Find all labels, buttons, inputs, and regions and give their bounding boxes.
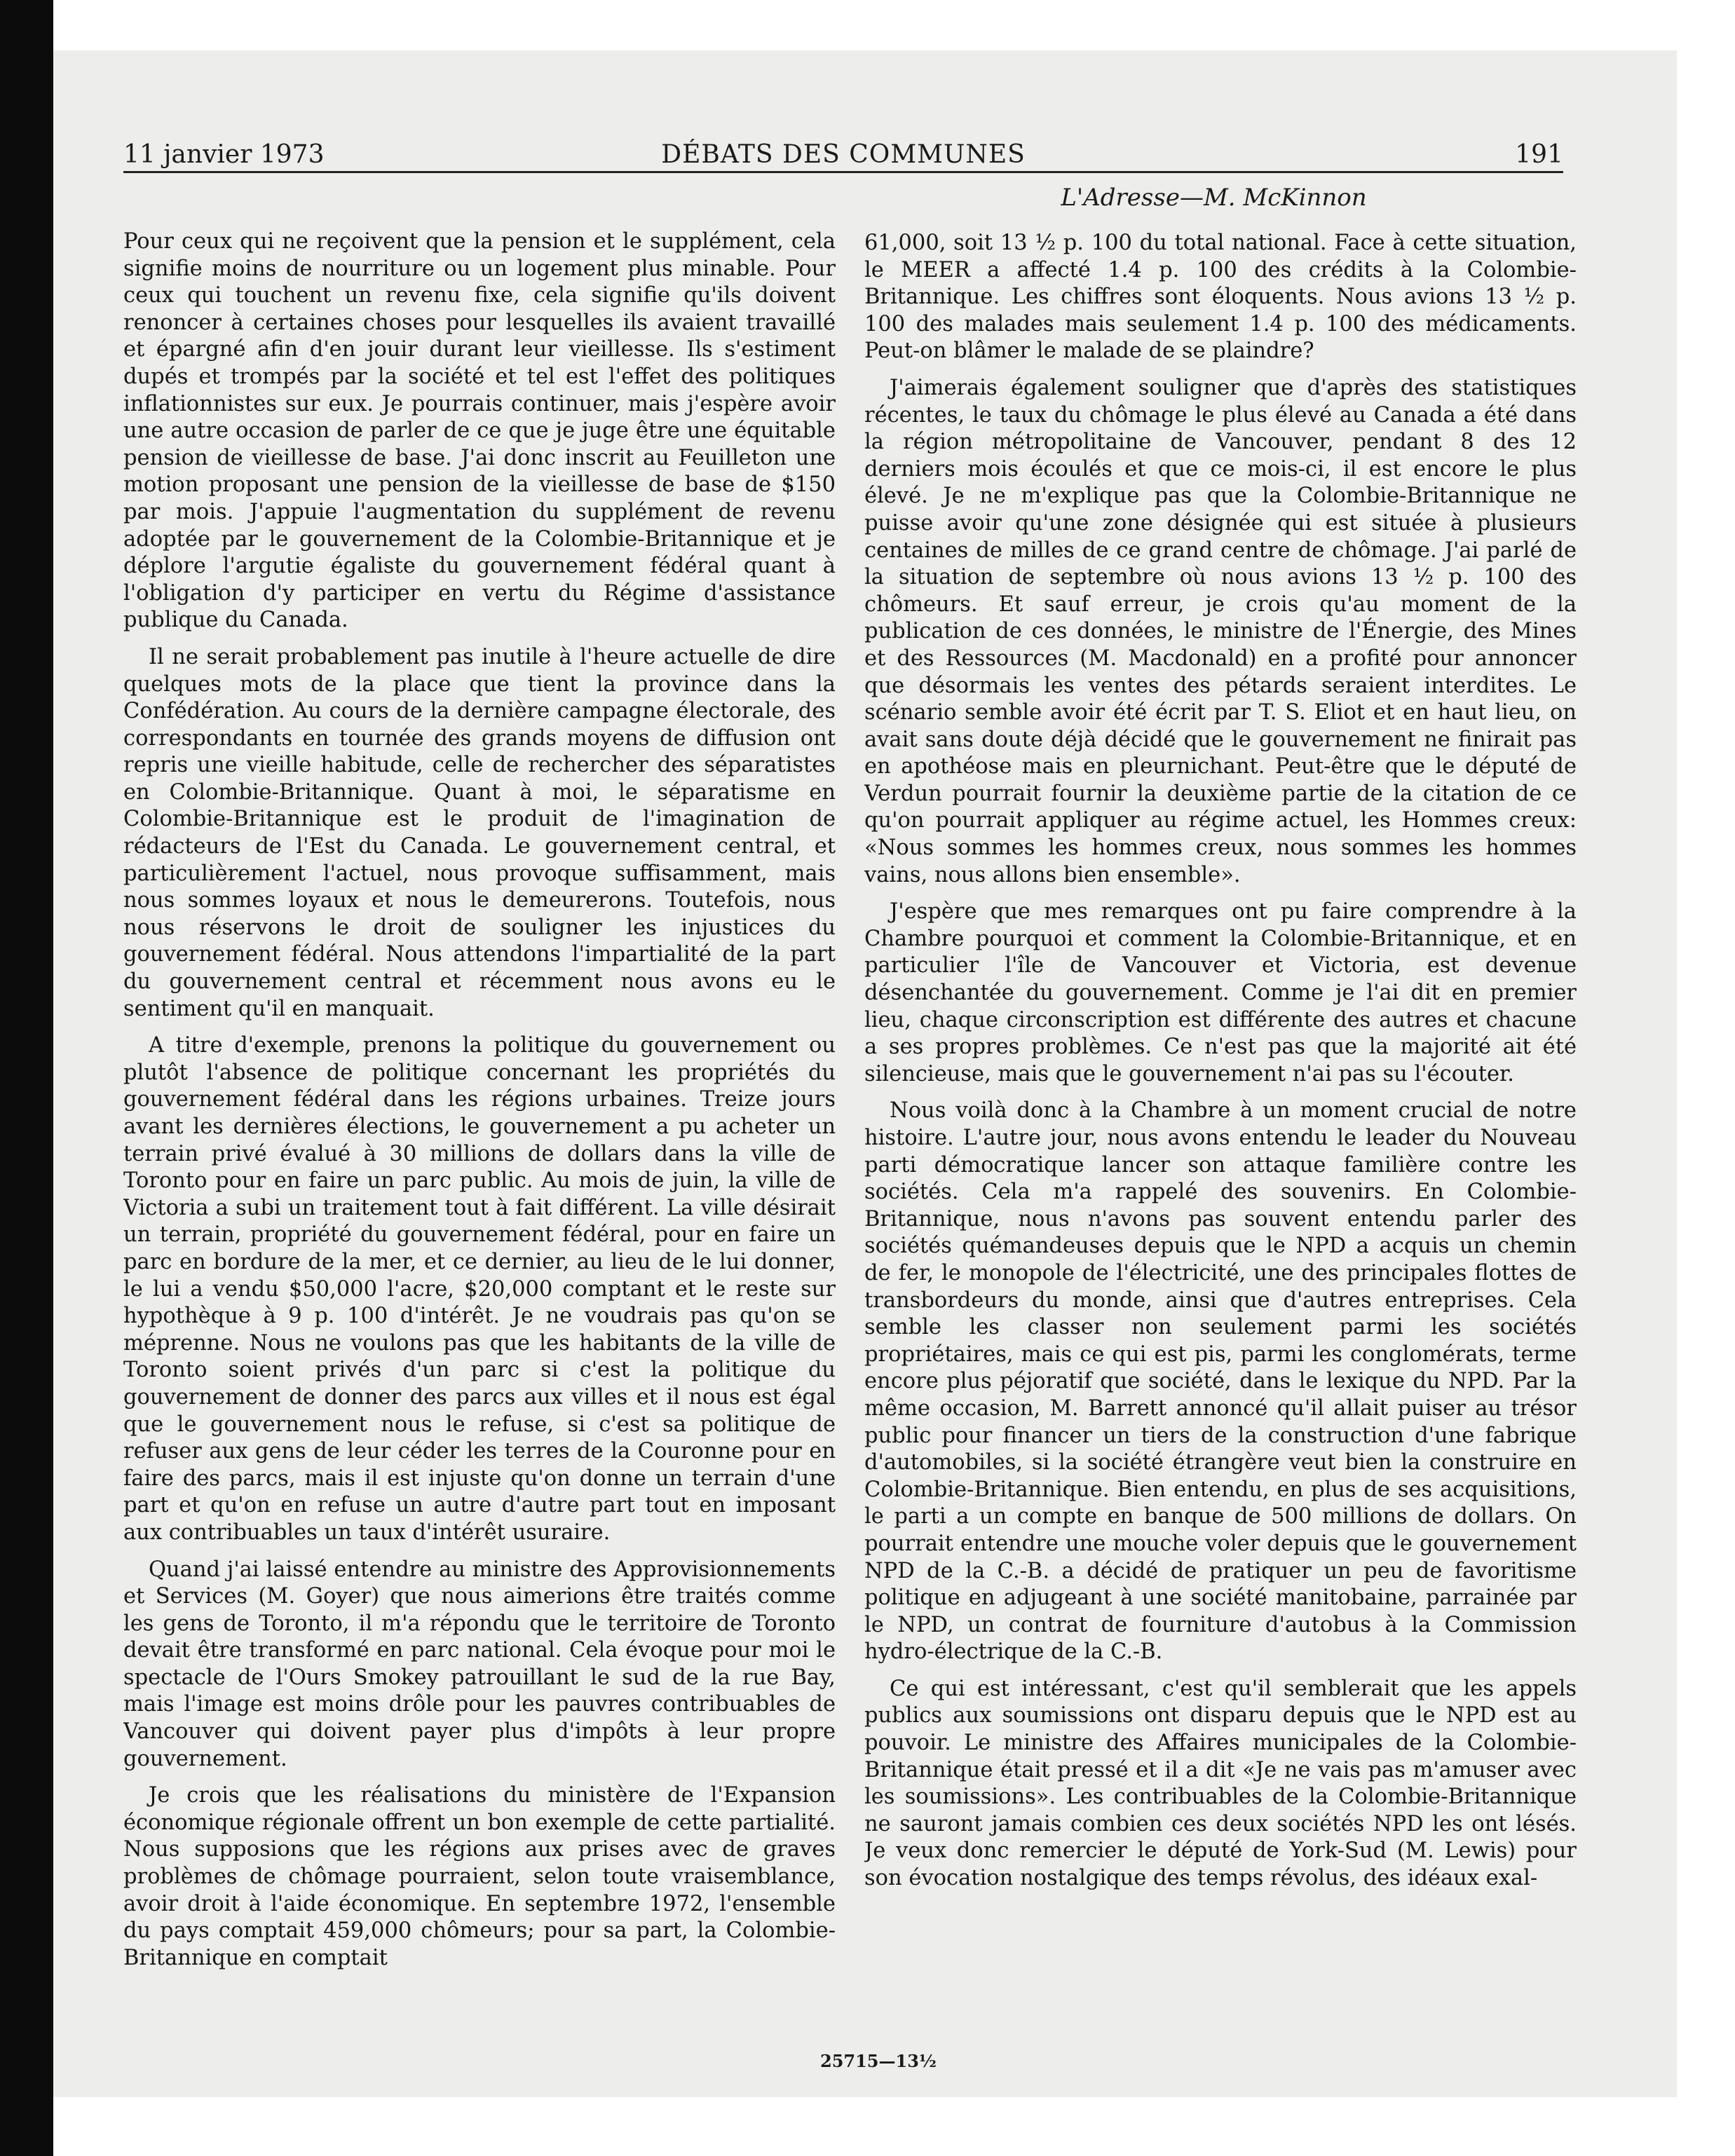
paragraph: 61,000, soit 13 ½ p. 100 du total national. Face à cette situation, le MEER a affecté 1.4 p. 100 des crédits à la Colombie-Britannique. Les chiffres sont éloquents. Nous avions 13 ½ p. 100 des malades mais seulement 1.4 p. 100 des médicaments. Peut-on blâmer le malade de se plaindre? (864, 231, 1577, 364)
paragraph: J'aimerais également souligner que d'après des statistiques récentes, le taux du chômage le plus élevé au Canada a été dans la région métropolitaine de Vancouver, pendant 8 des 12 derniers mois écoulés et que ce mois-ci, il est encore le plus élevé. Je ne m'explique pas que la Colombie-Britannique ne puisse avoir qu'une zone désignée qui est située à plusieurs centaines de milles de ce grand centre de chômage. J'ai parlé de la situation de septembre où nous avions 13 ½ p. 100 des chômeurs. Et sauf erreur, je crois qu'au moment de la publication de ces données, le ministre de l'Énergie, des Mines et des Ressources (M. Macdonald) en a profité pour annoncer que désormais les ventes des pétards seraient interdites. Le scénario semble avoir été écrit par T. S. Eliot et en haut lieu, on avait sans doute déjà décidé que le gouvernement ne finirait pas en apothéose mais en pleurnichant. Peut-être que le député de Verdun pourrait fournir la deuxième partie de la citation de ce qu'on pourrait appliquer au régime actuel, les Hommes creux: «Nous sommes les hommes creux, nous sommes les hommes vains, nous allons bien ensemble». (864, 375, 1577, 887)
header-date: 11 janvier 1973 (123, 140, 325, 169)
paragraph: Il ne serait probablement pas inutile à l'heure actuelle de dire quelques mots de la place que tient la province dans la Confédération. Au cours de la dernière campagne électorale, des correspondants en tournée des grands moyens de diffusion ont repris une vieille habitude, celle de rechercher des séparatistes en Colombie-Britannique. Quant à moi, le séparatisme en Colombie-Britannique est le produit de l'imagination de rédacteurs de l'Est du Canada. Le gouvernement central, et particulièrement l'actuel, nous provoque suffisamment, mais nous sommes loyaux et nous le demeurerons. Toutefois, nous nous réservons le droit de souligner les injustices du gouvernement fédéral. Nous attendons l'impartialité de la part du gouvernement central et récemment nous avons eu le sentiment qu'il en manquait. (123, 644, 836, 1021)
running-head: L'Adresse—M. McKinnon (1061, 184, 1367, 212)
page-number: 191 (1515, 140, 1563, 169)
footer-signature-mark: 25715—13½ (820, 2051, 937, 2071)
left-column (123, 228, 836, 2023)
header-title: DÉBATS DES COMMUNES (661, 140, 1026, 169)
paragraph: A titre d'exemple, prenons la politique du gouvernement ou plutôt l'absence de politique concernant les propriétés du gouvernement fédéral dans les régions urbaines. Treize jours avant les dernières élections, le gouvernement a pu acheter un terrain privé évalué à 30 millions de dollars dans la ville de Toronto pour en faire un parc public. Au mois de juin, la ville de Victoria a subi un traitement tout à fait différent. La ville désirait un terrain, propriété du gouvernement fédéral, pour en faire un parc en bordure de la mer, et ce dernier, au lieu de le lui donner, le lui a vendu $50,000 l'acre, $20,000 comptant et le reste sur hypothèque à 9 p. 100 d'intérêt. Je ne voudrais pas qu'on se méprenne. Nous ne voulons pas que les habitants de la ville de Toronto soient privés d'un parc si c'est la politique du gouvernement de donner des parcs aux villes et il nous est égal que le gouvernement nous le refuse, si c'est sa politique de refuser aux gens de leur céder les terres de la Couronne pour en faire des parcs, mais il est injuste qu'on donne un terrain d'une part et qu'on en refuse un autre d'autre part tout en imposant aux contribuables un taux d'intérêt usuraire. (123, 1033, 836, 1545)
page-header (123, 137, 1563, 172)
scan-edge (0, 0, 53, 2156)
paragraph: Quand j'ai laissé entendre au ministre des Approvisionnements et Services (M. Goyer) que nous aimerions être traités comme les gens de Toronto, il m'a répondu que le territoire de Toronto devait être transformé en parc national. Cela évoque pour moi le spectacle de l'Ours Smokey patrouillant le sud de la rue Bay, mais l'image est moins drôle pour les pauvres contribuables de Vancouver qui doivent payer plus d'impôts à leur propre gouvernement. (123, 1557, 836, 1771)
paragraph: Pour ceux qui ne reçoivent que la pension et le supplément, cela signifie moins de nourriture ou un logement plus minable. Pour ceux qui touchent un revenu fixe, cela signifie qu'ils doivent renoncer à certaines choses pour lesquelles ils avaient travaillé et épargné afin d'en jouir durant leur vieillesse. Ils s'estiment dupés et trompés par la société et tel est l'effet des politiques inflationnistes sur eux. Je pourrais continuer, mais j'espère avoir une autre occasion de parler de ce que je juge être une équitable pension de vieillesse de base. J'ai donc inscrit au Feuilleton une motion proposant une pension de la vieillesse de base de $150 par mois. J'appuie l'augmentation du supplément de revenu adoptée par le gouvernement de la Colombie-Britannique et je déplore l'argutie égaliste du gouvernement fédéral quant à l'obligation d'y participer en vertu du Régime d'assistance publique du Canada. (123, 229, 836, 633)
header-rule (123, 171, 1563, 173)
paragraph: Nous voilà donc à la Chambre à un moment crucial de notre histoire. L'autre jour, nous avons entendu le leader du Nouveau parti démocratique lancer son attaque familière contre les sociétés. Cela m'a rappelé des souvenirs. En Colombie-Britannique, nous n'avons pas souvent entendu parler des sociétés quémandeuses depuis que le NPD a acquis un chemin de fer, le monopole de l'électricité, une des principales flottes de transbordeurs du monde, ainsi que d'autres entreprises. Cela semble les classer non seulement parmi les sociétés propriétaires, mais ce qui est pis, parmi les conglomérats, terme encore plus péjoratif que société, dans le lexique du NPD. Par la même occasion, M. Barrett annoncé qu'il allait puiser au trésor public pour financer un tiers de la construction d'une fabrique d'automobiles, si la société étrangère veut bien la construire en Colombie-Britannique. Bien entendu, en plus de ses acquisitions, le parti a un compte en banque de 500 millions de dollars. On pourrait entendre une mouche voler depuis que le gouvernement NPD de la C.-B. a décidé de pratiquer un peu de favoritisme politique en adjugeant à une société manitobaine, parrainée par le NPD, un contrat de fourniture d'autobus à la Commission hydro-électrique de la C.-B. (864, 1098, 1577, 1665)
right-column (864, 230, 1577, 2024)
paragraph: Ce qui est intéressant, c'est qu'il semblerait que les appels publics aux soumissions ont disparu depuis que le NPD est au pouvoir. Le ministre des Affaires municipales de la Colombie-Britannique était pressé et il a dit «Je ne vais pas m'amuser avec les soumissions». Les contribuables de la Colombie-Britannique ne sauront jamais combien ces deux sociétés NPD les ont lésés. Je veux donc remercier le député de York-Sud (M. Lewis) pour son évocation nostalgique des temps révolus, des idéaux exal- (864, 1676, 1577, 1891)
paragraph: Je crois que les réalisations du ministère de l'Expansion économique régionale offrent un bon exemple de cette partialité. Nous supposions que les régions aux prises avec de graves problèmes de chômage pourraient, selon toute vraisemblance, avoir droit à l'aide économique. En septembre 1972, l'ensemble du pays comptait 459,000 chômeurs; pour sa part, la Colombie-Britannique en comptait (123, 1783, 836, 1970)
paragraph: J'espère que mes remarques ont pu faire comprendre à la Chambre pourquoi et comment la Colombie-Britannique, et en particulier l'île de Vancouver et Victoria, est devenue désenchantée du gouvernement. Comme je l'ai dit en premier lieu, chaque circonscription est différente des autres et chacune a ses propres problèmes. Ce n'est pas que la majorité ait été silencieuse, mais que le gouvernement n'ai pas su l'écouter. (864, 899, 1577, 1086)
